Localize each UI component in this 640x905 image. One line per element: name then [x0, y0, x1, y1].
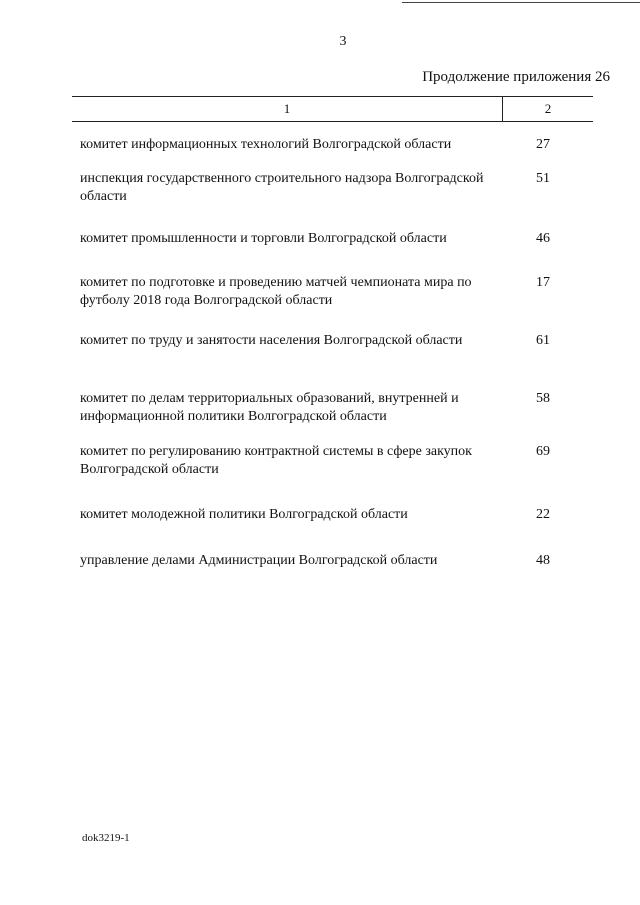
row-label: комитет молодежной политики Волгоградской области — [80, 507, 408, 522]
row-value: 61 — [536, 333, 550, 348]
row-value: 51 — [536, 171, 550, 186]
row-label: комитет по подготовке и проведению матчей чемпионата мира по футболу 2018 года Волгоградской области — [80, 275, 472, 308]
row-label: инспекция государственного строительного надзора Волгоградской области — [80, 171, 484, 204]
page-number: 3 — [339, 34, 347, 49]
row-value: 48 — [536, 553, 550, 568]
table-header — [72, 96, 593, 122]
row-label: комитет промышленности и торговли Волгоградской области — [80, 231, 447, 246]
row-label: комитет по регулированию контрактной системы в сфере закупок Волгоградской области — [80, 444, 472, 477]
header-column-2: 2 — [544, 101, 552, 116]
row-label: комитет по труду и занятости населения Волгоградской области — [80, 333, 463, 348]
document-code: dok3219-1 — [82, 832, 130, 844]
row-value: 22 — [536, 507, 550, 522]
header-column-1: 1 — [283, 101, 291, 116]
row-value: 58 — [536, 391, 550, 406]
row-label: комитет по делам территориальных образований, внутренней и информационной политики Волгоградской области — [80, 391, 459, 424]
appendix-title: Продолжение приложения 26 — [422, 69, 610, 85]
row-value: 27 — [536, 137, 550, 152]
row-label: управление делами Администрации Волгоградской области — [80, 553, 438, 568]
row-value: 69 — [536, 444, 550, 459]
row-label: комитет информационных технологий Волгоградской области — [80, 137, 452, 152]
top-edge-rule — [402, 2, 640, 3]
row-value: 17 — [536, 275, 550, 290]
row-value: 46 — [536, 231, 550, 246]
